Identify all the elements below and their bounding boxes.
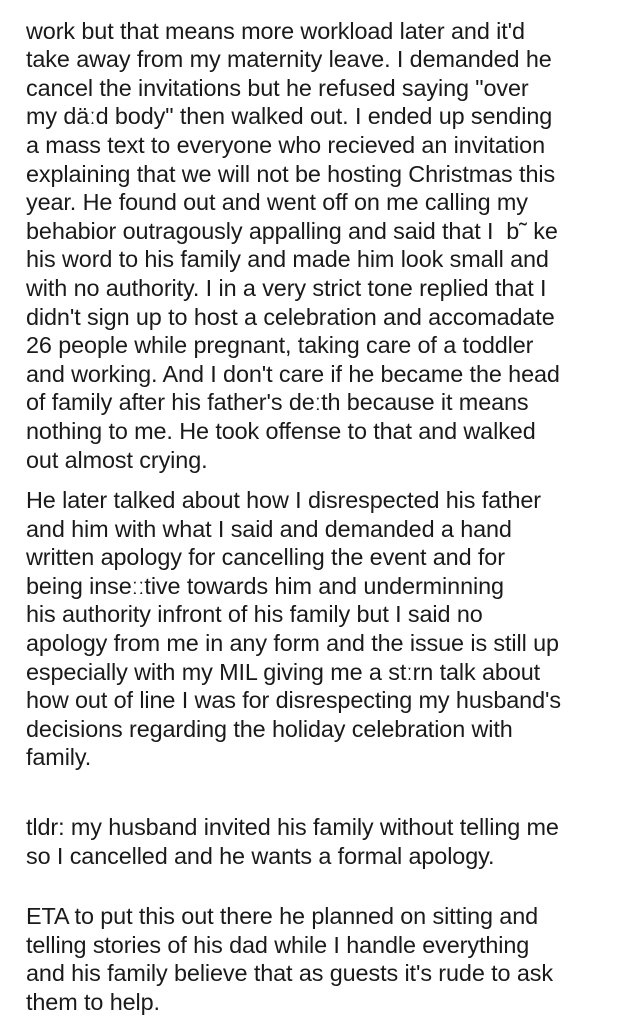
text-line: them to help. [26,988,160,1015]
paragraph-story [26,0,616,474]
text-line: out almost crying. [26,446,208,473]
text-line: tldr: my husband invited his family without telling me [26,814,559,840]
text-line: being inseːːtive towards him and underminning [26,572,504,599]
paragraph-eta [26,902,616,1016]
text-line: behabior outragously appalling and said that I b˜ ke [26,217,558,244]
text-line: apology from me in any form and the issue is still up [26,629,559,656]
text-line: 26 people while pregnant, taking care of a toddler [26,332,534,359]
text-line: family. [26,744,92,771]
text-line: He later talked about how I disrespected his father [26,487,541,513]
text-line: and working. And I don't care if he became the head [26,360,560,387]
paragraph-tldr [26,813,616,870]
text-line: nothing to me. He took offense to that and walked [26,417,536,444]
text-line: with no authority. I in a very strict tone replied that I [26,274,547,301]
text-line: take away from my maternity leave. I demanded he [26,46,552,73]
text-line: written apology for cancelling the event and for [26,544,505,571]
text-line: of family after his father's deːth because it means [26,389,529,416]
text-line: so I cancelled and he wants a formal apology. [26,842,495,869]
text-line: ETA to put this out there he planned on sitting and [26,903,539,929]
text-line: didn't sign up to host a celebration and accomadate [26,303,555,330]
text-line: year. He found out and went off on me calling my [26,189,528,216]
text-line: his word to his family and made him look small and [26,246,549,273]
text-line: how out of line I was for disrespecting my husband's [26,687,561,714]
text-line: decisions regarding the holiday celebration with [26,715,513,742]
text-line: telling stories of his dad while I handle everything [26,931,530,958]
text-line: explaining that we will not be hosting Christmas this [26,160,556,187]
text-line: my däːd body" then walked out. I ended up sending [26,103,553,130]
text-line: and him with what I said and demanded a hand [26,515,512,542]
text-line: especially with my MIL giving me a stːrn talk about [26,658,541,685]
text-line: a mass text to everyone who recieved an invitation [26,131,545,158]
text-line: work but that means more workload later and it'd [26,17,525,44]
text-line: cancel the invitations but he refused saying "over [26,74,529,101]
text-line: and his family believe that as guests it's rude to ask [26,960,553,987]
paragraph-apology-demand [26,486,616,772]
text-line: his authority infront of his family but I said no [26,601,483,628]
